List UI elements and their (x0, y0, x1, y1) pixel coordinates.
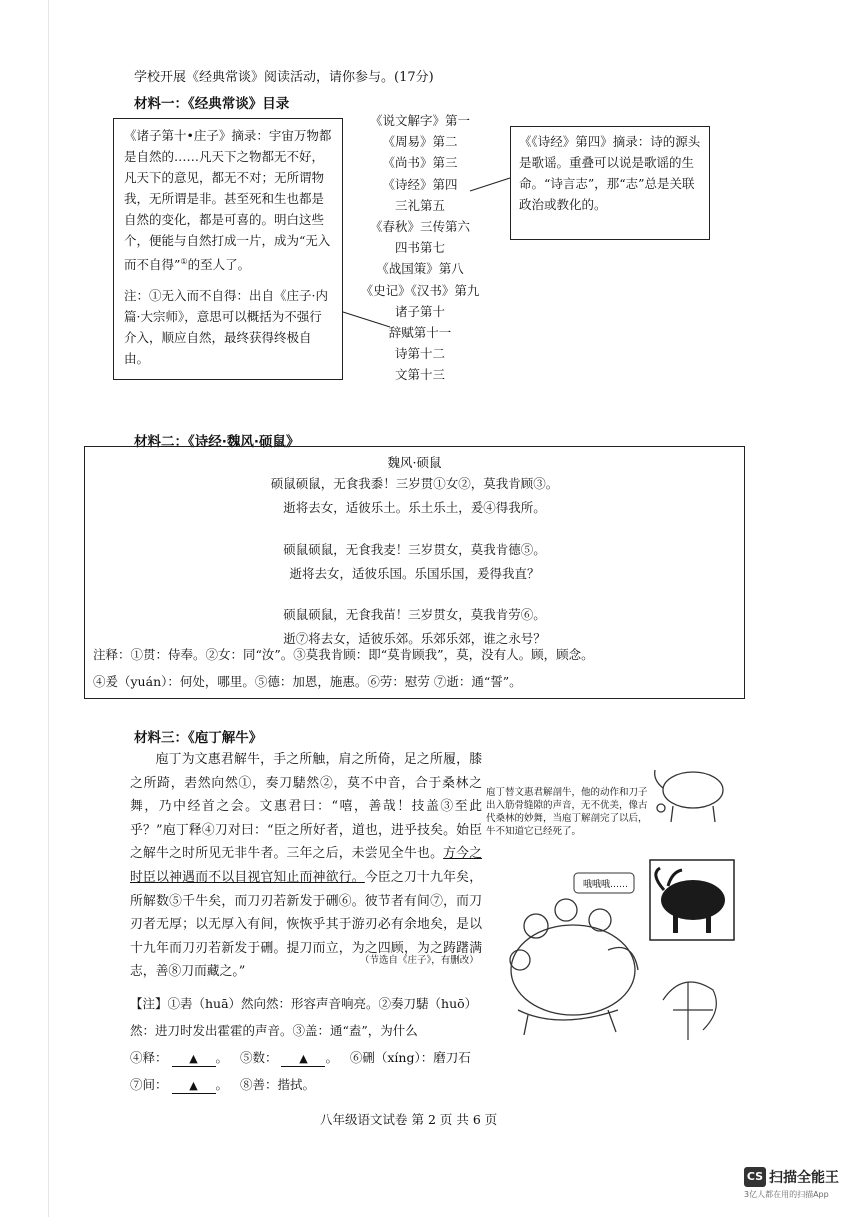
underlined-sentence: 方今之时臣以神遇而不以目视官知止而神欲行。 (130, 846, 483, 885)
scanner-watermark (744, 1166, 839, 1200)
toc-item: 《尚书》第三 (382, 155, 458, 171)
poem-line: 逝将去女，适彼乐国。乐国乐国，爰得我直？ (289, 566, 540, 581)
material2-title: 材料二：《诗经·魏风·硕鼠》 (134, 434, 300, 450)
intro-text: 学校开展《经典常谈》阅读活动，请你参与。(17分) (134, 70, 434, 85)
poem-box (84, 446, 745, 699)
toc-item: 诗第十二 (394, 346, 445, 362)
note-7-8: ⑦间： ▲ 。 ⑧善：揩拭。 (130, 1077, 315, 1092)
poem-line: 硕鼠硕鼠，无食我黍！三岁贯①女②，莫我肯顾③。 (270, 476, 559, 491)
paoding-text: 庖丁为文惠君解牛，手之所触，肩之所倚，足之所履，膝之所踦，砉然向然①，奏刀騞然②，莫不中音，合于桑林之舞，乃中经首之会。文惠君曰：“嘻，善哉！技盖③至此乎？”庖丁释④刀对曰：“臣之所好者，道也，进乎技矣。始臣之解牛之时所见无非牛者。三年之后，未尝见全牛也。方今之时臣以神遇而不以目视官知止而神欲行。今臣之刀十九年矣，所解数⑤千牛矣，而刀刃若新发于硎⑥。彼节者有间⑦，而刀刃者无厚；以无厚入有间，恢恢乎其于游刃必有余地矣，是以十九年而刀刃若新发于硎。提刀而立，为之四顾，为之踌躇满志，善⑧刀而藏之。” (130, 752, 483, 980)
poem-line: 硕鼠硕鼠，无食我苗！三岁贯女，莫我肯劳⑥。 (283, 607, 546, 622)
connector-lines (0, 0, 860, 400)
toc-item: 文第十三 (394, 367, 445, 383)
zhuangzi-excerpt-note: 注：①无入而不自得：出自《庄子·内篇·大宗师》，意思可以概括为不强行介入，顺应自然，最终获得终极自由。 (124, 288, 328, 367)
paoding-notes (130, 990, 482, 1098)
note-1-3: 【注】①砉（huā）然向然：形容声音响亮。②奏刀騞（huō）然：进刀时发出霍霍的声音。③盖：通“盍”，为什么 (130, 996, 478, 1038)
material1-title: 材料一：《经典常谈》目录 (134, 96, 290, 112)
poem-line: 逝⑦将去女，适彼乐郊。乐郊乐郊，谁之永号？ (283, 631, 546, 646)
toc-item: 四书第七 (394, 240, 445, 256)
toc-item: 诸子第十 (394, 303, 445, 319)
toc-item: 《战国策》第八 (376, 261, 464, 277)
poem-notes-line2: ④爰（yuán）：何处，哪里。⑤德：加恩，施惠。⑥劳：慰劳 ⑦逝：通“誓”。 (93, 674, 522, 689)
answer-blank-7[interactable]: ▲ (172, 1079, 216, 1094)
toc-item: 《史记》《汉书》第九 (360, 282, 480, 298)
toc-item: 《诗经》第四 (382, 176, 458, 192)
toc-item: 《周易》第二 (382, 134, 458, 150)
toc-item: 三礼第五 (394, 197, 445, 213)
zhuangzi-excerpt-text: 《诸子第十•庄子》摘录：宇宙万物都是自然的……凡天下之物都无不好，凡天下的意见，都无不对；无所谓物我，无所谓是非。甚至死和生也都是自然的变化，都是可喜的。明白这些个，便能与自然打成一片，成为“无入而不自得”①的至人了。 (124, 128, 332, 273)
answer-blank-5[interactable]: ▲ (281, 1052, 325, 1067)
toc-item: 辞赋第十一 (388, 325, 452, 341)
toc-item: 《说文解字》第一 (369, 113, 470, 128)
poem-title: 魏风·硕鼠 (387, 455, 442, 470)
poem-line: 逝将去女，适彼乐土。乐土乐土，爰④得我所。 (283, 500, 546, 515)
poem-notes-line1: 注释：①贯：侍奉。②女：同“汝”。③莫我肯顾：即“莫肯顾我”，莫，没有人。顾，顾念。 (93, 647, 594, 662)
toc-item: 《春秋》三传第六 (369, 219, 470, 235)
source-citation: （节选自《庄子》，有删改） (360, 955, 479, 966)
camscanner-logo-icon: CS (744, 1167, 766, 1187)
paoding-illustrations (488, 760, 748, 1060)
illustration-caption: 庖丁替文惠君解剖牛，他的动作和刀子出入筋骨缝隙的声音，无不优美，像古代桑林的妙舞，当庖丁解剖完了以后，牛不知道它已经死了。 (486, 787, 648, 837)
ox-sketch-icon (655, 770, 723, 822)
poem-line: 硕鼠硕鼠，无食我麦！三岁贯女，莫我肯德⑤。 (283, 542, 546, 557)
connector-line-zhuzi (343, 312, 390, 327)
watermark-app-name: 扫描全能王 (769, 1169, 839, 1186)
shijing-excerpt-text: 《《诗经》第四》摘录：诗的源头是歌谣。重叠可以说是歌谣的生命。“诗言志”，那“志”总是关联政治或教化的。 (519, 134, 701, 212)
connector-line-shijing (470, 178, 510, 191)
answer-blank-4[interactable]: ▲ (172, 1052, 216, 1067)
ox-skeleton-sketch-icon (656, 962, 728, 1042)
ox-woodcut-icon (650, 860, 734, 940)
speech-bubble-text: 哦哦哦…… (583, 880, 629, 890)
watermark-tagline: 3亿人都在用的扫描App (744, 1189, 829, 1199)
cartoon-cooks-icon (510, 899, 638, 1035)
material3-title: 材料三：《庖丁解牛》 (134, 730, 263, 746)
note-4-6: ④释： ▲ 。 ⑤数： ▲ 。 ⑥硎（xíng）：磨刀石 (130, 1050, 471, 1065)
page-footer: 八年级语文试卷 第 2 页 共 6 页 (320, 1112, 498, 1127)
